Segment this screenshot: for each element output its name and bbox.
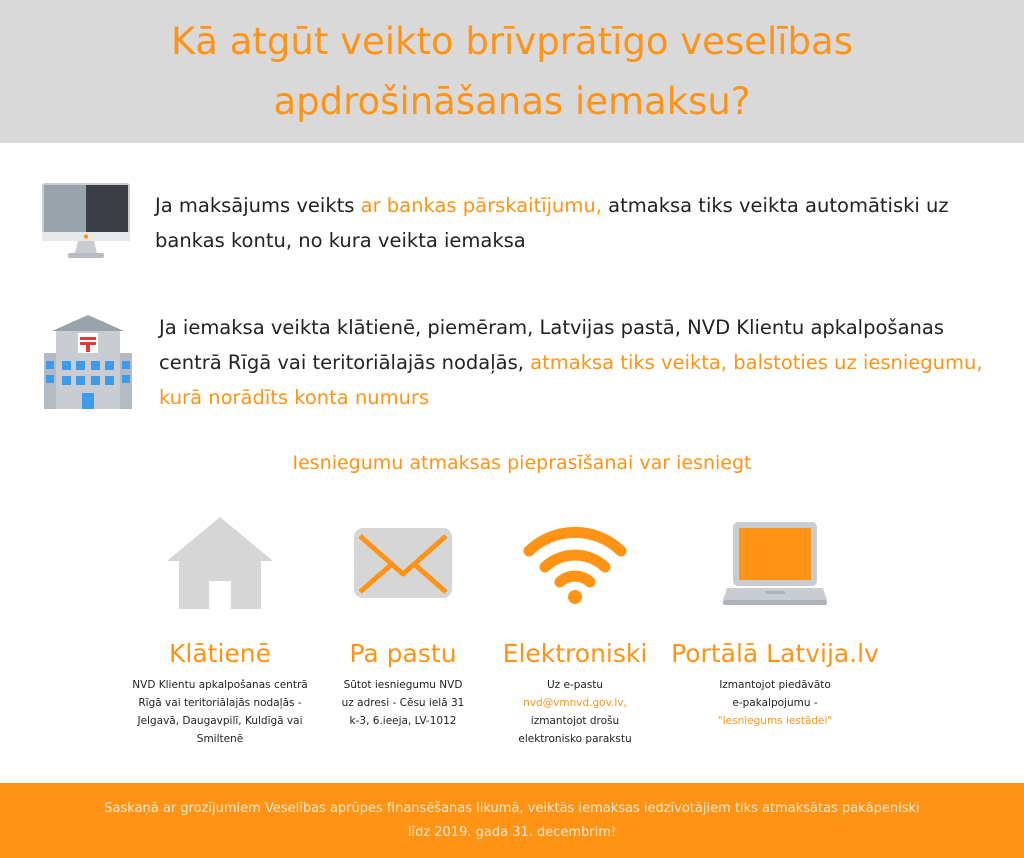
option-in-person [120,505,320,748]
envelope-icon [354,528,452,602]
post-office-building-icon [42,313,134,413]
footer-line-2: līdz 2019. gada 31. decembrim! [407,824,617,840]
option-title: Klātienē [168,639,271,668]
computer-monitor-icon [42,183,130,263]
in-person-text: Ja iemaksa veikta klātienē, piemēram, Latvijas pastā, NVD Klientu apkalpošanas centrā Rīgā vai teritoriālajās nodaļās, atmaksa tiks veikta, balstoties uz iesniegumu, kurā norādīts konta numurs [159,316,983,409]
submission-methods-title: Iesniegumu atmaksas pieprasīšanai var iesniegt [292,452,752,474]
laptop-icon [723,520,827,610]
option-title: Elektroniski [502,639,648,668]
bank-transfer-info [42,183,992,263]
wifi-icon [523,521,627,609]
option-title: Portālā Latvija.lv [671,639,879,668]
header-banner [0,0,1024,143]
option-portal [665,505,885,730]
house-icon [165,515,275,615]
option-description: NVD Klientu apkalpošanas centrā Rīgā vai teritoriālajās nodaļās - Jelgavā, Daugavpilī, Kuldīgā vai Smiltenē [132,679,308,745]
in-person-info [42,310,1002,415]
page-title: Kā atgūt veikto brīvprātīgo veselības apdrošināšanas iemaksu? [171,19,853,123]
in-person-highlight: atmaksa tiks veikta, balstoties uz iesniegumu, kurā norādīts konta numurs [159,351,983,409]
bank-transfer-text: Ja maksājums veikts ar bankas pārskaitījumu, atmaksa tiks veikta automātiski uz bankas kontu, no kura veikta iemaksa [155,194,949,252]
footer-line-1: Saskaņā ar grozījumiem Veselības aprūpes finansēšanas likumā, veiktās iemaksas iedzīvotājiem tiks atmaksātas pakāpeniski [104,800,920,816]
option-description: Uz e-pastu nvd@vmnvd.gov.lv, izmantojot drošu elektronisko parakstu [495,676,655,748]
footer-banner [0,783,1024,858]
service-name: "Iesniegums iestādei" [717,715,833,727]
option-title: Pa pastu [349,639,457,668]
email-link[interactable]: nvd@vmnvd.gov.lv, [523,697,627,709]
option-description: Izmantojot piedāvāto e-pakalpojumu - "Iesniegums iestādei" [665,676,885,730]
bank-transfer-highlight: ar bankas pārskaitījumu, [360,194,602,217]
option-electronic [495,505,655,748]
option-by-mail [330,505,476,730]
option-description: Sūtot iesniegumu NVD uz adresi - Cēsu ielā 31 k-3, 6.ieeja, LV-1012 [341,679,465,727]
